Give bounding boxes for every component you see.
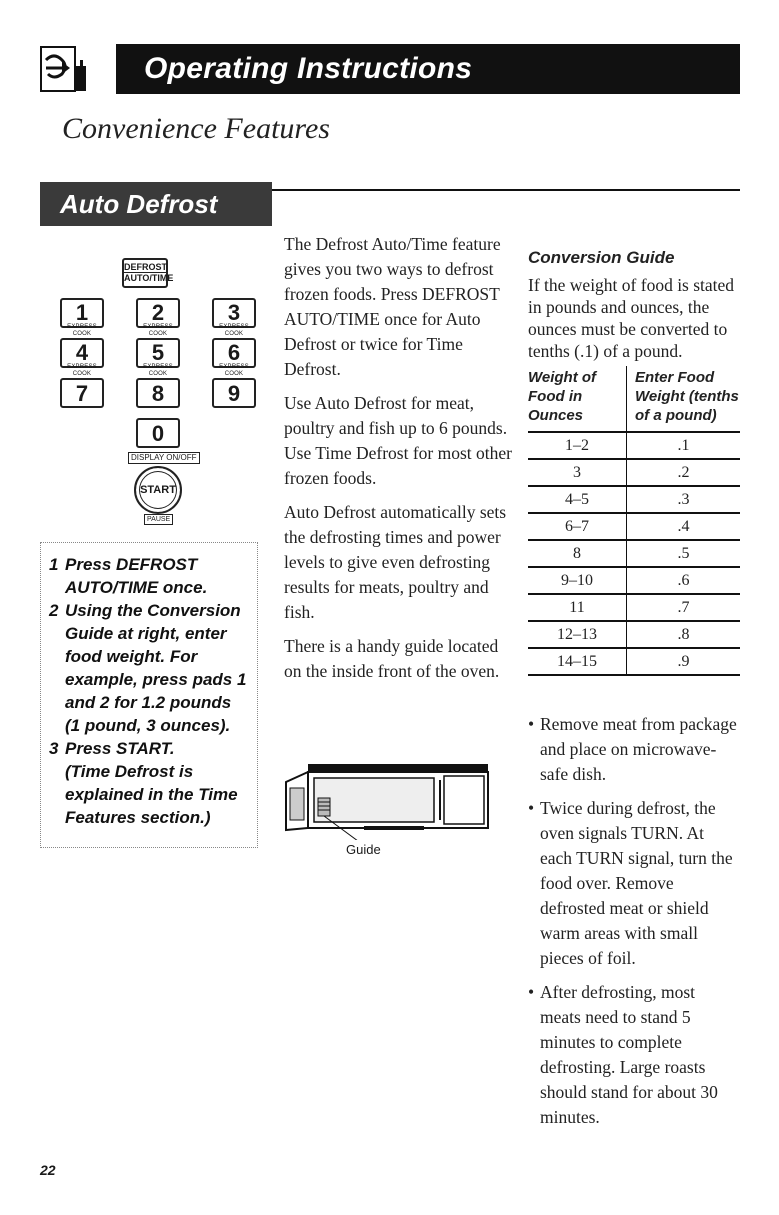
table-row (528, 513, 740, 540)
keypad-key-3 (212, 298, 256, 337)
description-paragraph: Use Auto Defrost for meat, poultry and fish up to 6 pounds. Use Time Defrost for most other frozen foods. (284, 393, 512, 488)
weight-cell: .7 (627, 594, 741, 621)
column-header-tenths: Enter Food Weight (tenths of a pound) (627, 366, 741, 432)
table-row (528, 459, 740, 486)
express-cook-label: EXPRESS COOK (67, 364, 97, 377)
weight-cell: .9 (627, 648, 741, 675)
description-paragraph: Auto Defrost automatically sets the defrosting times and power levels to give even defrosting results for meats, poultry and fish. (284, 502, 507, 622)
ounces-cell: 9–10 (528, 567, 627, 594)
ounces-cell: 6–7 (528, 513, 627, 540)
weight-cell: .5 (627, 540, 741, 567)
table-row (528, 540, 740, 567)
step-number: 2 (49, 601, 59, 620)
tip-text: Twice during defrost, the oven signals TURN. At each TURN signal, turn the food over. Remove defrosted meat or shield warm areas with small pieces of foil. (540, 798, 733, 968)
step-text: Press START. (65, 739, 175, 758)
column-header-ounces: Weight of Food in Ounces (528, 369, 597, 424)
table-row (528, 621, 740, 648)
ounces-cell: 1–2 (528, 432, 627, 459)
weight-cell: .1 (627, 432, 741, 459)
step-number: 3 (49, 739, 59, 758)
bullet-icon: • (528, 798, 535, 818)
key-number: 3 (227, 300, 241, 325)
pause-label: PAUSE (144, 514, 173, 525)
start-button-illustration (134, 466, 182, 514)
description-column (284, 232, 514, 693)
express-cook-label: EXPRESS COOK (219, 364, 249, 377)
keypad-key-7 (60, 378, 104, 408)
weight-cell: .2 (627, 459, 741, 486)
keypad-key-0 (136, 418, 180, 448)
weight-cell: .6 (627, 567, 741, 594)
key-number: 2 (151, 300, 165, 325)
microwave-oven-illustration (284, 758, 490, 868)
key-number: 7 (75, 381, 89, 406)
bullet-icon: • (528, 714, 535, 734)
table-header-row (528, 366, 740, 432)
weight-cell: .8 (627, 621, 741, 648)
section-subtitle: Convenience Features (62, 112, 330, 145)
tip-text: After defrosting, most meats need to stand 5 minutes to complete defrosting. Large roasts should stand for about 30 minutes. (540, 982, 718, 1127)
table-row (528, 432, 740, 459)
table-row (528, 594, 740, 621)
keypad-key-1 (60, 298, 104, 337)
weight-cell: .3 (627, 486, 741, 513)
page-header-title: Operating Instructions (116, 44, 740, 94)
step-item (49, 737, 247, 760)
ounces-cell: 11 (528, 594, 627, 621)
bullet-icon: • (528, 982, 535, 1002)
display-on-off-label: DISPLAY ON/OFF (128, 452, 200, 464)
page-number: 22 (40, 1162, 56, 1178)
defrost-key-label: DEFROST (124, 262, 168, 272)
step-item (49, 599, 247, 737)
key-number: 5 (151, 340, 165, 365)
ounces-cell: 12–13 (528, 621, 627, 648)
keypad-key-8 (136, 378, 180, 408)
keypad-key-6 (212, 338, 256, 377)
instruction-steps (40, 542, 258, 848)
section-heading: Auto Defrost (40, 182, 272, 226)
key-number: 4 (75, 340, 89, 365)
ounces-cell: 8 (528, 540, 627, 567)
express-cook-label: EXPRESS COOK (219, 324, 249, 337)
weight-cell: .4 (627, 513, 741, 540)
step-number: 1 (49, 555, 59, 574)
key-number: 0 (151, 421, 165, 446)
conversion-guide-intro: If the weight of food is stated in pounds and ounces, the ounces must be converted to tenths (.1) of a pound. (528, 275, 735, 361)
step-text: Press DEFROST AUTO/TIME once. (65, 555, 208, 597)
table-row (528, 648, 740, 675)
ounces-cell: 4–5 (528, 486, 627, 513)
step-text: Using the Conversion Guide at right, enter food weight. For example, press pads 1 and 2 for 1.2 pounds (1 pound, 3 ounces). (65, 601, 247, 735)
key-number: 8 (151, 381, 165, 406)
tip-text: Remove meat from package and place on microwave-safe dish. (540, 714, 737, 784)
express-cook-label: EXPRESS COOK (143, 364, 173, 377)
key-number: 1 (75, 300, 89, 325)
keypad-key-2 (136, 298, 180, 337)
step-item (49, 553, 247, 599)
conversion-table (528, 366, 740, 676)
tips-list (528, 712, 740, 1139)
list-item (528, 796, 740, 971)
table-row (528, 486, 740, 513)
express-cook-label: EXPRESS COOK (67, 324, 97, 337)
table-row (528, 567, 740, 594)
keypad-key-5 (136, 338, 180, 377)
start-label: START (140, 484, 176, 496)
description-paragraph: There is a handy guide located on the inside front of the oven. (284, 636, 500, 681)
manual-icon (40, 46, 94, 92)
list-item (528, 980, 740, 1130)
ounces-cell: 3 (528, 459, 627, 486)
list-item (528, 712, 740, 787)
express-cook-label: EXPRESS COOK (143, 324, 173, 337)
keypad-key-4 (60, 338, 104, 377)
key-number: 6 (227, 340, 241, 365)
guide-callout-label: Guide (346, 842, 381, 857)
conversion-guide (528, 248, 742, 676)
defrost-auto-time-key (122, 258, 174, 288)
ounces-cell: 14–15 (528, 648, 627, 675)
step-note: (Time Defrost is explained in the Time Features section.) (65, 762, 238, 827)
auto-time-key-label: AUTO/TIME (124, 273, 174, 283)
conversion-guide-title: Conversion Guide (528, 248, 675, 267)
keypad-key-9 (212, 378, 256, 408)
keypad-illustration (56, 236, 266, 526)
key-number: 9 (227, 381, 241, 406)
description-paragraph: The Defrost Auto/Time feature gives you two ways to defrost frozen foods. Press DEFROST AUTO/TIME once for Auto Defrost or twice for Time Defrost. (284, 234, 501, 379)
